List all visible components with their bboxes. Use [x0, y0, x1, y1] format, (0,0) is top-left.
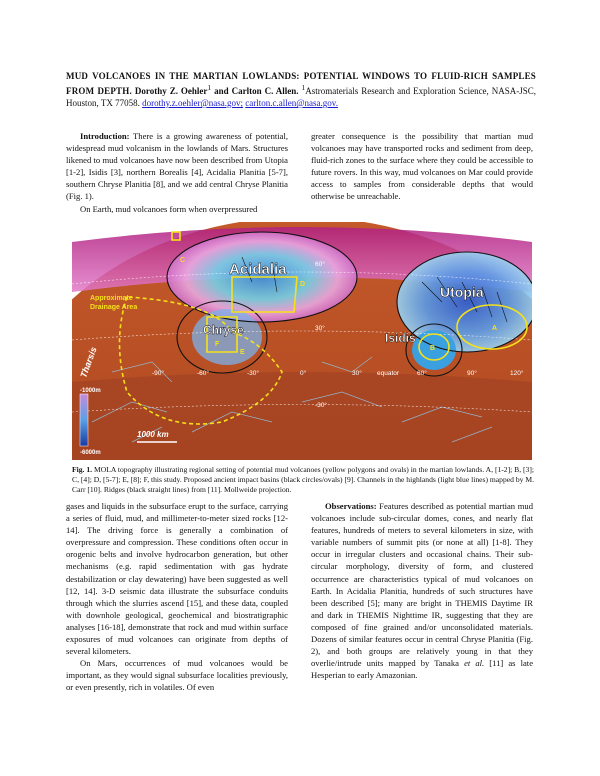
- label-tharsis: Tharsis: [78, 345, 99, 380]
- lon-120: 120°: [510, 370, 524, 377]
- figure-caption: [72, 465, 534, 495]
- author-and: and: [214, 86, 229, 96]
- intro-column-left: [66, 130, 288, 215]
- lon-equator: equator: [377, 370, 400, 377]
- author-1: Dorothy Z. Oehler: [134, 86, 208, 96]
- lat-30: 30°: [315, 325, 325, 332]
- observations-text-a: Features described as potential martian mud volcanoes include sub-circular domes, cones, and nearly flat features, hundreds of meters to several kilometers in size, with variable numbers of summit pits (or none at all) [1-8]. They occur in irregular clusters and occasional chains. Their sub-circular morphology, diversity of form, and clustered occurrence are characteristics typical of mud volcanoes on Earth. In Acidalia Planitia, hundreds of such structures have been described [5]; many are bright in THEMIS Daytime IR and dark in THEMIS Nighttime IR, suggesting that they are composed of fine grained and/or unconsolidated materials. Dozens of similar features occur in central Chryse Planitia (Fig. 2), and both groups are relatively young in that they overlie/intrude units mapped by Tanaka: [311, 501, 533, 669]
- lon-0: 0°: [300, 370, 307, 377]
- label-d: C: [180, 257, 186, 264]
- affiliation: Astromaterials Research and Exploration Science, NASA-JSC, Houston, TX 77058.: [66, 86, 537, 108]
- label-elev-high: -1000m: [80, 388, 101, 394]
- label-drainage-2: Drainage Area: [90, 304, 138, 311]
- body-column-right: [311, 500, 533, 681]
- label-chryse: Chryse: [203, 323, 244, 337]
- label-f: E: [240, 349, 245, 356]
- caption-text: MOLA topography illustrating regional setting of potential mud volcanoes (yellow polygons and ovals) in the martian lowlands. A, [1-2]; B, [3]; C, [4]; D, [5-7]; E, [8]; F, this study. Proposed ancient impact basins (black circles/ovals) [9]. Channels in the highlands (light blue lines) mapped by M. Carr [10]. Ridges (black straight lines) from [11]. Mollweide projection.: [72, 465, 534, 494]
- lon-m30: -30°: [247, 370, 259, 377]
- intro-text-1: There is a growing awareness of potential, widespread mud volcanism in the lowlands of Mars. Structures likened to mud volcanoes have now been described from Utopia [1-2], Isidis [3], northern Borealis [4], Acidalia Planitia [5-7], southern Chryse Planitia [8], and we add central Chryse Planitia (Fig. 1).: [66, 131, 288, 202]
- lon-30: 30°: [352, 370, 362, 377]
- label-e: F: [215, 341, 220, 348]
- mola-map: [72, 222, 532, 460]
- label-a: D: [300, 281, 306, 288]
- intro-paragraph-1: [66, 130, 288, 203]
- lon-m60: -60°: [197, 370, 209, 377]
- lat-60: 60°: [315, 261, 325, 268]
- lon-90: 90°: [467, 370, 477, 377]
- label-b: A: [492, 325, 498, 332]
- observations-paragraph: [311, 500, 533, 681]
- author-2: Carlton C. Allen.: [231, 86, 299, 96]
- title-block: [66, 70, 536, 109]
- intro-paragraph-3: greater consequence is the possibility that martian mud volcanoes may have transported rocks and sediment from deep, fluid-rich zones to the surface where they could be accessible to future rovers. In this way, mud volcanoes on Mar could provide access to samples from considerable depths that would otherwise be unreachable.: [311, 131, 533, 202]
- email-link-2[interactable]: carlton.c.allen@nasa.gov.: [245, 98, 338, 108]
- label-isidis: Isidis: [385, 331, 416, 345]
- intro-paragraph-2: On Earth, mud volcanoes form when overpressured: [80, 203, 258, 214]
- figure-1-map: [72, 222, 532, 460]
- caption-label: Fig. 1.: [72, 465, 93, 474]
- observations-heading: Observations:: [325, 501, 377, 511]
- email-link-1[interactable]: dorothy.z.oehler@nasa.gov;: [142, 98, 244, 108]
- paper-title: MUD VOLCANOES IN THE MARTIAN LOWLANDS: POTENTIAL WINDOWS TO FLUID-RICH SAMPLES FROM DEPTH.: [66, 71, 536, 96]
- label-drainage-1: Approximate: [90, 295, 133, 302]
- label-elev-low: -6000m: [80, 450, 101, 456]
- author-1-sup: 1: [207, 83, 212, 92]
- label-scale: 1000 km: [137, 430, 169, 439]
- body-column-left: [66, 500, 288, 694]
- lat-m30: -30°: [315, 402, 327, 409]
- label-utopia: Utopia: [440, 284, 484, 300]
- intro-column-right: [311, 130, 533, 203]
- body-paragraph-2: On Mars, occurrences of mud volcanoes would be important, as they would signal subsurface localities previously, or even presently, rich in volatiles. Of even: [66, 658, 288, 693]
- lon-m90: -90°: [152, 370, 164, 377]
- label-acidalia: Acidalia: [229, 261, 287, 278]
- southern-highlands: [72, 372, 532, 460]
- elevation-legend: [80, 394, 88, 446]
- lon-60: 60°: [417, 370, 427, 377]
- label-c: B: [430, 345, 436, 352]
- observations-text-b: [11] as late Hesperian to early Amazonian.: [311, 658, 534, 681]
- affiliation-sup: 1: [301, 83, 306, 92]
- intro-heading: Introduction:: [80, 131, 130, 141]
- observations-et-al: et al.: [464, 658, 485, 669]
- body-paragraph-1: gases and liquids in the subsurface erupt to the surface, carrying a series of fluid, mud, and millimeter-to-meter sized rocks [12-14]. The driving force is generally a combination of overpressure and compression. These conditions often occur in orogenic belts and involve hydrocarbon generation, but other mechanisms (e.g. rapid sedimentation with gas hydrate destabilization or clay dewatering) have been suggested as well [12, 14]. 3-D seismic data illustrate the subsurface conduits through which the slurries ascend [15], and these data, coupled with downhole geological, geochemical and biostratigraphic analyses [16-18], demonstrate that rock and mud within surface exposures of mud volcanoes can originate from depths of several kilometers.: [66, 501, 288, 657]
